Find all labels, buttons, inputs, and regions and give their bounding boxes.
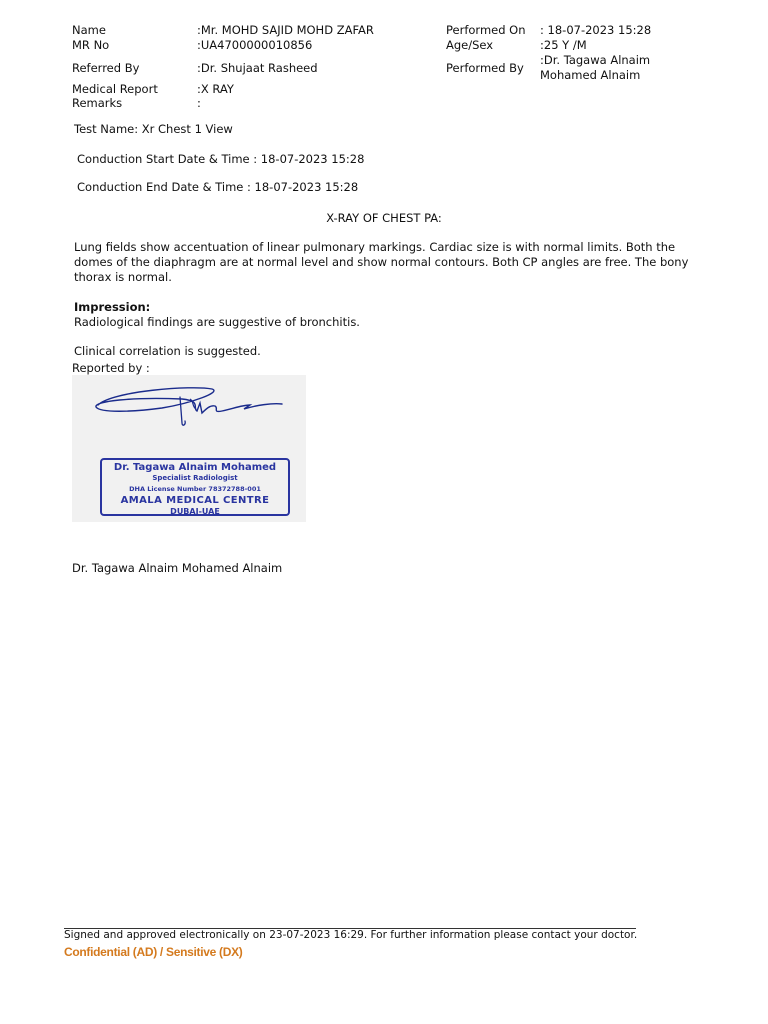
report-title: X-RAY OF CHEST PA: — [326, 211, 442, 225]
doctor-stamp — [100, 458, 290, 516]
age-sex-label: Age/Sex — [446, 38, 494, 52]
medical-report-value: :X RAY — [197, 82, 234, 96]
conduction-start: Conduction Start Date & Time : 18-07-2023 15:28 — [77, 152, 365, 166]
conduction-end: Conduction End Date & Time : 18-07-2023 15:28 — [77, 180, 359, 194]
referred-by-value: :Dr. Shujaat Rasheed — [197, 61, 318, 75]
impression-text: Radiological findings are suggestive of bronchitis. — [74, 315, 360, 329]
stamp-title: Specialist Radiologist — [152, 474, 238, 482]
signed-statement: Signed and approved electronically on 23-07-2023 16:29. For further information please contact your doctor. — [64, 929, 638, 941]
clinical-correlation: Clinical correlation is suggested. — [74, 344, 261, 358]
performed-by-value-line1: :Dr. Tagawa Alnaim — [540, 53, 651, 67]
age-sex-value: :25 Y /M — [540, 38, 587, 52]
referred-by-label: Referred By — [72, 61, 140, 75]
performed-by-value-line2: Mohamed Alnaim — [540, 68, 641, 82]
impression-heading: Impression: — [74, 300, 151, 314]
findings-paragraph: Lung fields show accentuation of linear pulmonary markings. Cardiac size is with normal limits. Both the domes of the diaphragm are at normal level and show normal contours. Both CP angles are free. The bony thorax is normal. — [74, 240, 689, 284]
doctor-name: Dr. Tagawa Alnaim Mohamed Alnaim — [72, 561, 283, 575]
medical-report-label: Medical Report — [72, 82, 158, 96]
confidential-label: Confidential (AD) / Sensitive (DX) — [64, 945, 243, 959]
signature-graphic — [72, 375, 306, 445]
signature-stamp-image — [72, 375, 306, 522]
remarks-label: Remarks — [72, 96, 123, 110]
remarks-value: : — [197, 96, 201, 110]
performed-on-value: : 18-07-2023 15:28 — [540, 23, 652, 37]
mr-value: :UA4700000010856 — [197, 38, 313, 52]
stamp-license: DHA License Number 78372788-001 — [129, 485, 261, 493]
name-value: :Mr. MOHD SAJID MOHD ZAFAR — [197, 23, 374, 37]
stamp-centre-name: AMALA MEDICAL CENTRE — [120, 495, 270, 506]
performed-on-label: Performed On — [446, 23, 526, 37]
stamp-location: DUBAI-UAE — [170, 507, 220, 516]
name-label: Name — [72, 23, 106, 37]
test-name: Test Name: Xr Chest 1 View — [74, 122, 233, 136]
performed-by-label: Performed By — [446, 61, 524, 75]
reported-by-label: Reported by : — [72, 361, 150, 375]
mr-label: MR No — [72, 38, 110, 52]
stamp-doctor-name: Dr. Tagawa Alnaim Mohamed — [113, 462, 277, 473]
